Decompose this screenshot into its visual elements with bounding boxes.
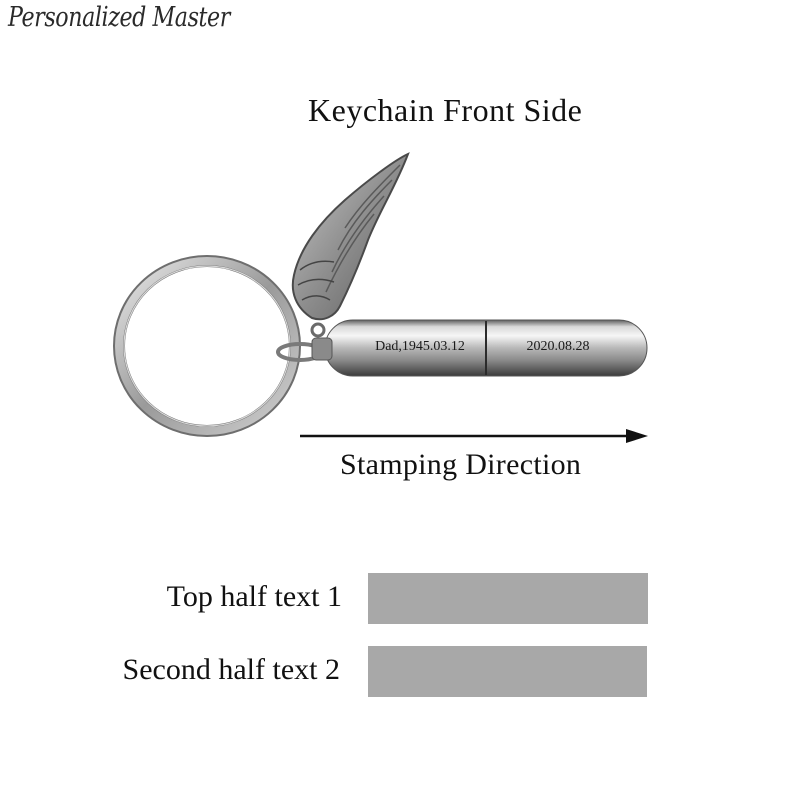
direction-label: Stamping Direction bbox=[340, 448, 582, 481]
engraving-right-text: 2020.08.28 bbox=[526, 339, 590, 354]
capsule-icon bbox=[312, 320, 647, 376]
top-half-text-field[interactable] bbox=[368, 573, 648, 624]
page-title: Keychain Front Side bbox=[308, 92, 583, 128]
field-label-top-half: Top half text 1 bbox=[166, 580, 342, 613]
second-half-text-field[interactable] bbox=[368, 646, 647, 697]
engraving-left-text: Dad,1945.03.12 bbox=[375, 339, 465, 354]
key-ring-icon bbox=[119, 261, 322, 431]
field-label-second-half: Second half text 2 bbox=[122, 653, 340, 686]
angel-wing-icon bbox=[293, 154, 408, 336]
brand-watermark: Personalized Master bbox=[8, 2, 230, 33]
arrow-right-icon bbox=[300, 429, 648, 443]
